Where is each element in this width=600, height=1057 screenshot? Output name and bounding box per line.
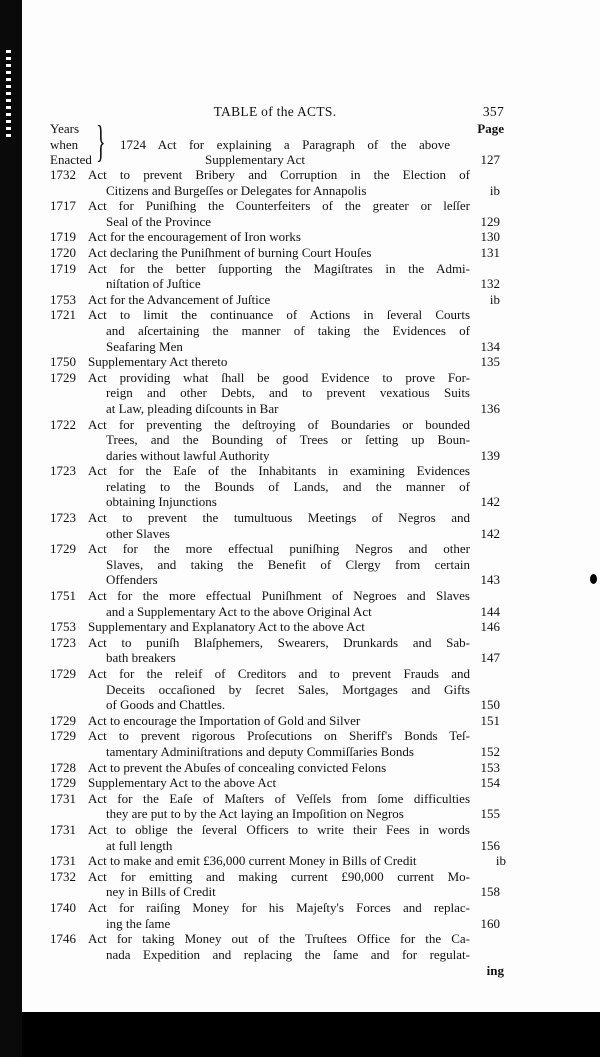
entry-year: 1723 — [50, 510, 76, 526]
entry-text: Act providing what ſhall be good Evidence to prove For- — [88, 369, 470, 385]
entry-page: 153 — [480, 759, 500, 775]
entry-text: Act for the Advancement of Juſtice — [88, 291, 271, 307]
years-label-line: when — [50, 136, 79, 152]
entry-text: Act for emitting and making current £90,000 current Mo- — [88, 868, 470, 884]
entry-line — [50, 307, 500, 323]
entry-text: Act to prevent the tumultuous Meetings of Negros and — [88, 510, 470, 526]
entry-page: 131 — [480, 244, 500, 260]
entry-text: Act to encourage the Importation of Gold and Silver — [88, 712, 361, 728]
entry-text: Act to prevent Bribery and Corruption in the Election of — [88, 167, 470, 182]
entry-year: 1729 — [50, 541, 76, 557]
entry-line — [50, 494, 500, 510]
entries-list — [50, 167, 506, 962]
entry-text: relating to the Bounds of Lands, and the manner of — [106, 478, 470, 494]
entry-text: Trees, and the Bounding of Trees or ſetting up Boun- — [106, 432, 470, 448]
entry-text: tamentary Adminiſtrations and deputy Commiſſaries Bonds — [106, 743, 414, 759]
entry-line — [50, 775, 500, 791]
intro-line — [120, 137, 450, 153]
entry-line — [50, 838, 500, 854]
act-entry — [50, 713, 500, 729]
intro-line-2: Supplementary Act — [205, 152, 306, 167]
act-entry — [50, 229, 500, 245]
entry-line — [50, 323, 500, 339]
entry-text: Act for the Eaſe of the Inhabitants in examining Evidences — [88, 463, 470, 479]
entry-text: at Law, pleading diſcounts in Bar — [106, 400, 279, 416]
entry-line — [50, 791, 500, 807]
entry-page: 135 — [480, 354, 500, 370]
act-entry — [50, 635, 500, 666]
entry-page: ib — [489, 182, 500, 198]
years-label-line: Years — [50, 121, 80, 136]
entry-text: Supplementary Act to the above Act — [88, 775, 277, 791]
entry-text: Act for the more effectual Puniſhment of Negroes and Slaves — [88, 588, 470, 604]
entry-page: 139 — [480, 447, 500, 463]
entry-text: and a Supplementary Act to the above Original Act — [106, 603, 372, 619]
entry-page: 152 — [480, 743, 500, 759]
entry-text: Act to make and emit £36,000 current Money in Bills of Credit — [88, 853, 417, 869]
entry-line — [50, 869, 500, 885]
entry-line — [50, 276, 500, 292]
entry-text: Offenders — [106, 572, 158, 588]
ink-blot — [590, 574, 597, 584]
act-entry — [50, 307, 500, 354]
entry-page: 132 — [480, 276, 500, 292]
act-entry — [50, 900, 500, 931]
entry-text: Deceits occaſioned by ſecret Sales, Mortgages and Gifts — [106, 681, 470, 697]
entry-year: 1717 — [50, 198, 76, 214]
act-entry — [50, 775, 500, 791]
entry-text: at full length — [106, 837, 173, 853]
entry-text: Act for the releif of Creditors and to prevent Frauds and — [88, 666, 470, 681]
entry-line — [50, 354, 500, 370]
entry-line — [50, 744, 500, 760]
page-label: Page — [477, 121, 504, 136]
intro-year: 1724 — [120, 136, 146, 152]
entry-text: niſtation of Juſtice — [106, 276, 201, 292]
entry-page: 129 — [480, 213, 500, 229]
entry-line — [50, 760, 500, 776]
scan-edge — [0, 0, 22, 1057]
entry-line — [50, 604, 500, 620]
entry-text: Seal of the Province — [106, 213, 212, 229]
entry-year: 1723 — [50, 463, 76, 479]
entry-page: 143 — [480, 572, 500, 588]
entry-text: Citizens and Burgeſſes or Delegates for Annapolis — [106, 182, 367, 198]
act-entry — [50, 541, 500, 588]
entry-line — [50, 229, 500, 245]
entry-line — [50, 900, 500, 916]
entry-line — [50, 557, 500, 573]
act-entry — [50, 869, 500, 900]
entry-line — [50, 697, 500, 713]
entry-text: Act for preventing the deſtroying of Boundaries or bounded — [88, 416, 470, 432]
act-entry — [50, 463, 500, 510]
entry-line — [50, 884, 500, 900]
entry-page: 158 — [480, 884, 500, 900]
entry-year: 1721 — [50, 307, 76, 323]
entry-year: 1731 — [50, 821, 76, 837]
entry-year: 1720 — [50, 244, 76, 260]
entry-year: 1732 — [50, 868, 76, 884]
entry-text: other Slaves — [106, 525, 170, 541]
entry-page: 151 — [480, 712, 500, 728]
entry-text: Act to oblige the ſeveral Officers to write their Fees in words — [88, 821, 470, 837]
entry-text: Act to prevent rigorous Proſecutions on Sheriff's Bonds Teſ- — [88, 728, 470, 744]
entry-year: 1750 — [50, 354, 76, 370]
entry-text: Act for Puniſhing the Counterfeiters of the greater or leſſer — [88, 198, 470, 214]
entry-year: 1729 — [50, 728, 76, 744]
page-title: TABLE of the ACTS. — [213, 104, 337, 119]
entry-year: 1722 — [50, 416, 76, 432]
entry-line — [50, 916, 500, 932]
entry-line — [50, 370, 500, 386]
table-of-acts — [50, 104, 506, 980]
act-entry — [50, 619, 500, 635]
entry-page: 146 — [480, 619, 500, 635]
entry-text: Act for raiſing Money for his Majeſty's Forces and replac- — [88, 899, 470, 915]
entry-page: 147 — [480, 650, 500, 666]
entry-line — [50, 682, 500, 698]
entry-line — [50, 931, 500, 947]
entry-year: 1732 — [50, 167, 76, 182]
entry-year: 1753 — [50, 291, 76, 307]
page-number: 357 — [482, 104, 504, 119]
entry-text: ney in Bills of Credit — [106, 884, 216, 900]
catchword: ing — [486, 963, 504, 979]
entry-year: 1751 — [50, 588, 76, 604]
entry-text: Act for taking Money out of the Truſtees Office for the Ca- — [88, 931, 470, 947]
intro-page: 127 — [480, 152, 500, 167]
entry-text: they are put to by the Act laying an Impoſition on Negros — [106, 806, 404, 822]
entry-year: 1723 — [50, 634, 76, 650]
entry-line — [50, 198, 500, 214]
entry-page: 160 — [480, 915, 500, 931]
entry-line — [50, 167, 500, 183]
act-entry — [50, 198, 500, 229]
entry-text: of Goods and Chattles. — [106, 697, 226, 713]
entry-year: 1729 — [50, 369, 76, 385]
entry-page: 156 — [480, 837, 500, 853]
entry-line — [50, 245, 500, 261]
entry-line — [50, 572, 500, 588]
entry-year: 1746 — [50, 931, 76, 947]
entry-page: 136 — [480, 400, 500, 416]
act-entry — [50, 417, 500, 464]
entry-text: Act for the better ſupporting the Magiſtrates in the Admi- — [88, 260, 470, 276]
entry-text: Act for the encouragement of Iron works — [88, 229, 301, 245]
entry-year: 1719 — [50, 229, 76, 245]
act-entry — [50, 760, 500, 776]
entry-text: daries without lawful Authority — [106, 447, 270, 463]
entry-line — [50, 510, 500, 526]
act-entry — [50, 588, 500, 619]
act-entry — [50, 931, 500, 962]
act-entry — [50, 354, 500, 370]
entry-text: and aſcertaining the manner of taking the Evidences of — [106, 322, 470, 338]
entry-line — [50, 183, 500, 199]
column-header — [50, 117, 504, 167]
entry-text: Seafaring Men — [106, 338, 183, 354]
entry-line — [50, 417, 500, 433]
entry-text: reign and other Debts, and to prevent vexatious Suits — [106, 385, 470, 401]
entry-year: 1740 — [50, 899, 76, 915]
entry-line — [50, 650, 500, 666]
entry-year: 1729 — [50, 775, 76, 791]
entry-line — [50, 479, 500, 495]
entry-line — [50, 666, 500, 682]
entry-line — [50, 214, 500, 230]
entry-line — [50, 635, 500, 651]
act-entry — [50, 261, 500, 292]
intro-text: Act for explaining a Paragraph of the above — [157, 136, 450, 152]
entry-text: bath breakers — [106, 650, 176, 666]
entry-line — [50, 822, 500, 838]
act-entry — [50, 370, 500, 417]
years-label-line: Enacted — [50, 152, 92, 167]
act-entry — [50, 853, 506, 869]
page-header — [50, 104, 504, 121]
entry-text: ing the ſame — [106, 915, 171, 931]
entry-text: obtaining Injunctions — [106, 494, 217, 510]
act-entry — [50, 292, 500, 308]
entry-text: Act to prevent the Abuſes of concealing convicted Felons — [88, 759, 387, 775]
entry-line — [50, 261, 500, 277]
entry-text: nada Expedition and replacing the ſame and for regulat- — [106, 946, 470, 962]
act-entry — [50, 245, 500, 261]
brace-icon: } — [96, 117, 106, 166]
entry-line — [50, 853, 506, 869]
entry-text: Act to puniſh Blaſphemers, Swearers, Drunkards and Sab- — [88, 634, 470, 650]
entry-line — [50, 588, 500, 604]
entry-text: Slaves, and taking the Benefit of Clergy from certain — [106, 556, 470, 572]
entry-year: 1729 — [50, 666, 76, 681]
entry-year: 1731 — [50, 790, 76, 806]
years-label — [50, 121, 92, 168]
entry-line — [50, 541, 500, 557]
entry-line — [50, 806, 500, 822]
entry-text: Act to limit the continuance of Actions in ſeveral Courts — [88, 307, 470, 323]
entry-line — [50, 463, 500, 479]
entry-year: 1728 — [50, 759, 76, 775]
entry-page: 142 — [480, 525, 500, 541]
act-entry — [50, 510, 500, 541]
entry-line — [50, 526, 500, 542]
entry-text: Act for the Eaſe of Maſters of Veſſels from ſome difficulties — [88, 790, 470, 806]
entry-page: ib — [495, 853, 506, 869]
entry-year: 1719 — [50, 260, 76, 276]
entry-line — [50, 401, 500, 417]
entry-line — [50, 339, 500, 355]
entry-page: 154 — [480, 775, 500, 791]
entry-line — [50, 292, 500, 308]
entry-line — [50, 728, 500, 744]
entry-year: 1729 — [50, 712, 76, 728]
entry-page: 130 — [480, 229, 500, 245]
entry-line — [50, 619, 500, 635]
entry-text: Supplementary Act thereto — [88, 354, 228, 370]
entry-line — [50, 448, 500, 464]
entry-text: Act for the more effectual puniſhing Negros and other — [88, 541, 470, 557]
entry-line — [50, 432, 500, 448]
act-entry — [50, 822, 500, 853]
entry-line — [50, 713, 500, 729]
entry-page: 142 — [480, 494, 500, 510]
entry-line — [50, 385, 500, 401]
entry-page: 134 — [480, 338, 500, 354]
entry-text: Act declaring the Puniſhment of burning Court Houſes — [88, 244, 372, 260]
binding-marks — [6, 50, 11, 140]
entry-page: 155 — [480, 806, 500, 822]
entry-page: ib — [489, 291, 500, 307]
act-entry — [50, 167, 500, 198]
act-entry — [50, 728, 500, 759]
entry-line — [50, 947, 500, 963]
entry-page: 144 — [480, 603, 500, 619]
entry-page: 150 — [480, 697, 500, 713]
entry-year: 1753 — [50, 619, 76, 635]
act-entry — [50, 791, 500, 822]
act-entry — [50, 666, 500, 713]
entry-text: Supplementary and Explanatory Act to the above Act — [88, 619, 365, 635]
entry-year: 1731 — [50, 853, 76, 869]
